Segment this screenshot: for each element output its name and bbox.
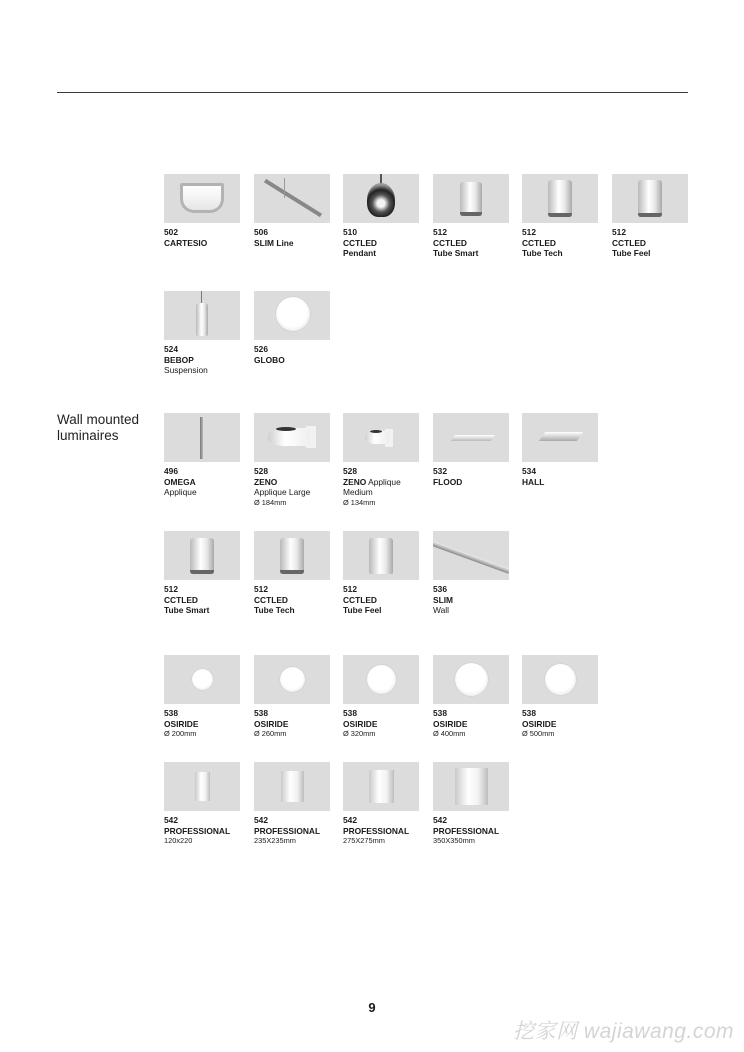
professional-panel-icon bbox=[343, 762, 419, 811]
section-title bbox=[57, 412, 139, 444]
header-rule bbox=[57, 92, 688, 93]
product-code: 538 bbox=[522, 708, 536, 718]
product-name: SLIM Line bbox=[254, 237, 294, 248]
product-name: HALL bbox=[522, 476, 545, 487]
product-card[interactable] bbox=[343, 413, 421, 508]
product-card[interactable] bbox=[343, 655, 421, 739]
product-card[interactable] bbox=[522, 174, 600, 259]
product-spec: 235X235mm bbox=[254, 836, 296, 845]
product-spec: 120x220 bbox=[164, 836, 193, 845]
product-card[interactable] bbox=[433, 174, 511, 259]
product-sub: Tube Smart bbox=[164, 605, 210, 615]
product-name: GLOBO bbox=[254, 354, 285, 365]
tube-tech-lamp-icon bbox=[522, 174, 598, 223]
product-name: CCTLED bbox=[343, 594, 377, 605]
section-title-line2: luminaires bbox=[57, 428, 119, 443]
product-code: 510 bbox=[343, 227, 357, 237]
product-name: BEBOP bbox=[164, 354, 194, 365]
product-card[interactable] bbox=[343, 531, 421, 616]
product-name: CARTESIO bbox=[164, 237, 208, 248]
product-card[interactable] bbox=[612, 174, 690, 259]
product-code: 524 bbox=[164, 344, 178, 354]
tube-smart-lamp-icon bbox=[433, 174, 509, 223]
product-sub: Applique bbox=[164, 487, 197, 497]
product-sub: Medium bbox=[343, 487, 373, 497]
product-spec: Ø 400mm bbox=[433, 729, 466, 738]
osiride-lamp-icon bbox=[164, 655, 240, 704]
osiride-lamp-icon bbox=[343, 655, 419, 704]
product-card[interactable] bbox=[164, 174, 242, 248]
product-name: OSIRIDE bbox=[522, 718, 557, 729]
product-spec: Ø 134mm bbox=[343, 497, 376, 507]
bebop-lamp-icon bbox=[164, 291, 240, 340]
product-spec: Ø 500mm bbox=[522, 729, 555, 738]
product-card[interactable] bbox=[343, 174, 421, 259]
product-name: CCTLED bbox=[343, 237, 377, 248]
product-sub: Tube Feel bbox=[343, 605, 382, 615]
product-code: 532 bbox=[433, 466, 447, 476]
product-spec: 275X275mm bbox=[343, 836, 385, 845]
product-card[interactable] bbox=[522, 655, 600, 739]
product-sub: Pendant bbox=[343, 248, 377, 258]
product-spec: Ø 200mm bbox=[164, 729, 197, 738]
product-name: OSIRIDE bbox=[343, 718, 378, 729]
product-card[interactable] bbox=[343, 762, 421, 846]
product-code: 528 bbox=[343, 466, 357, 476]
product-code: 538 bbox=[433, 708, 447, 718]
osiride-lamp-icon bbox=[254, 655, 330, 704]
product-name: CCTLED bbox=[433, 237, 467, 248]
product-code: 536 bbox=[433, 584, 447, 594]
product-code: 512 bbox=[254, 584, 268, 594]
pendant-lamp-icon bbox=[343, 174, 419, 223]
cartesio-lamp-icon bbox=[164, 174, 240, 223]
product-card[interactable] bbox=[164, 531, 242, 616]
product-code: 542 bbox=[343, 815, 357, 825]
product-code: 512 bbox=[612, 227, 626, 237]
product-code: 528 bbox=[254, 466, 268, 476]
product-sub: Tube Tech bbox=[254, 605, 295, 615]
product-name: ZENO bbox=[343, 476, 367, 487]
product-card[interactable] bbox=[254, 174, 332, 248]
professional-panel-icon bbox=[164, 762, 240, 811]
product-spec: Ø 320mm bbox=[343, 729, 376, 738]
product-sub: Suspension bbox=[164, 365, 208, 375]
product-card[interactable] bbox=[164, 762, 242, 846]
product-card[interactable] bbox=[522, 413, 600, 487]
product-sub: Tube Smart bbox=[433, 248, 479, 258]
product-code: 534 bbox=[522, 466, 536, 476]
product-name: ZENO bbox=[254, 476, 278, 487]
osiride-lamp-icon bbox=[433, 655, 509, 704]
tube-tech-lamp-icon bbox=[254, 531, 330, 580]
product-card[interactable] bbox=[254, 655, 332, 739]
product-code: 512 bbox=[343, 584, 357, 594]
tube-feel-lamp-icon bbox=[343, 531, 419, 580]
professional-panel-icon bbox=[254, 762, 330, 811]
product-card[interactable] bbox=[164, 655, 242, 739]
product-sub: Applique Large bbox=[254, 487, 311, 497]
zeno-medium-lamp-icon bbox=[343, 413, 419, 462]
hall-lamp-icon bbox=[522, 413, 598, 462]
product-name: CCTLED bbox=[254, 594, 288, 605]
product-code: 542 bbox=[164, 815, 178, 825]
product-code: 526 bbox=[254, 344, 268, 354]
product-card[interactable] bbox=[433, 655, 511, 739]
product-name: OMEGA bbox=[164, 476, 196, 487]
page-number: 9 bbox=[368, 1000, 376, 1015]
product-code: 542 bbox=[254, 815, 268, 825]
product-name: PROFESSIONAL bbox=[254, 825, 321, 836]
section-title-line1: Wall mounted bbox=[57, 412, 140, 427]
product-sub: Wall bbox=[433, 605, 449, 615]
slim-line-lamp-icon bbox=[254, 174, 330, 223]
osiride-lamp-icon bbox=[522, 655, 598, 704]
product-card[interactable] bbox=[254, 531, 332, 616]
product-name: CCTLED bbox=[522, 237, 556, 248]
product-name: PROFESSIONAL bbox=[164, 825, 231, 836]
product-code: 538 bbox=[254, 708, 268, 718]
globo-lamp-icon bbox=[254, 291, 330, 340]
product-name: OSIRIDE bbox=[254, 718, 289, 729]
slim-wall-lamp-icon bbox=[433, 531, 509, 580]
product-code: 502 bbox=[164, 227, 178, 237]
product-name: PROFESSIONAL bbox=[433, 825, 500, 836]
product-name: SLIM bbox=[433, 594, 454, 605]
product-code: 496 bbox=[164, 466, 178, 476]
product-spec: Ø 184mm bbox=[254, 497, 287, 507]
product-card[interactable] bbox=[254, 762, 332, 846]
product-card[interactable] bbox=[433, 531, 511, 616]
product-card[interactable] bbox=[164, 413, 242, 498]
product-card[interactable] bbox=[164, 291, 242, 376]
flood-lamp-icon bbox=[433, 413, 509, 462]
product-name: OSIRIDE bbox=[164, 718, 199, 729]
product-name-line bbox=[343, 477, 421, 488]
product-code: 538 bbox=[343, 708, 357, 718]
product-card[interactable] bbox=[254, 291, 332, 365]
product-name: CCTLED bbox=[612, 237, 646, 248]
product-name-suffix: Applique bbox=[368, 476, 401, 487]
product-code: 538 bbox=[164, 708, 178, 718]
product-code: 512 bbox=[522, 227, 536, 237]
product-card[interactable] bbox=[433, 762, 511, 846]
product-card[interactable] bbox=[254, 413, 332, 508]
product-spec: 350X350mm bbox=[433, 836, 475, 845]
product-code: 506 bbox=[254, 227, 268, 237]
product-sub: Tube Feel bbox=[612, 248, 651, 258]
tube-smart-lamp-icon bbox=[164, 531, 240, 580]
professional-panel-icon bbox=[433, 762, 509, 811]
product-code: 512 bbox=[433, 227, 447, 237]
product-code: 542 bbox=[433, 815, 447, 825]
product-name: FLOOD bbox=[433, 476, 463, 487]
product-card[interactable] bbox=[433, 413, 511, 487]
product-spec: Ø 260mm bbox=[254, 729, 287, 738]
product-sub: Tube Tech bbox=[522, 248, 563, 258]
omega-lamp-icon bbox=[164, 413, 240, 462]
tube-feel-lamp-icon bbox=[612, 174, 688, 223]
product-name: OSIRIDE bbox=[433, 718, 468, 729]
product-code: 512 bbox=[164, 584, 178, 594]
watermark: 挖家网 wajiawang.com bbox=[513, 1020, 734, 1043]
product-name: CCTLED bbox=[164, 594, 198, 605]
product-name: PROFESSIONAL bbox=[343, 825, 410, 836]
zeno-large-lamp-icon bbox=[254, 413, 330, 462]
